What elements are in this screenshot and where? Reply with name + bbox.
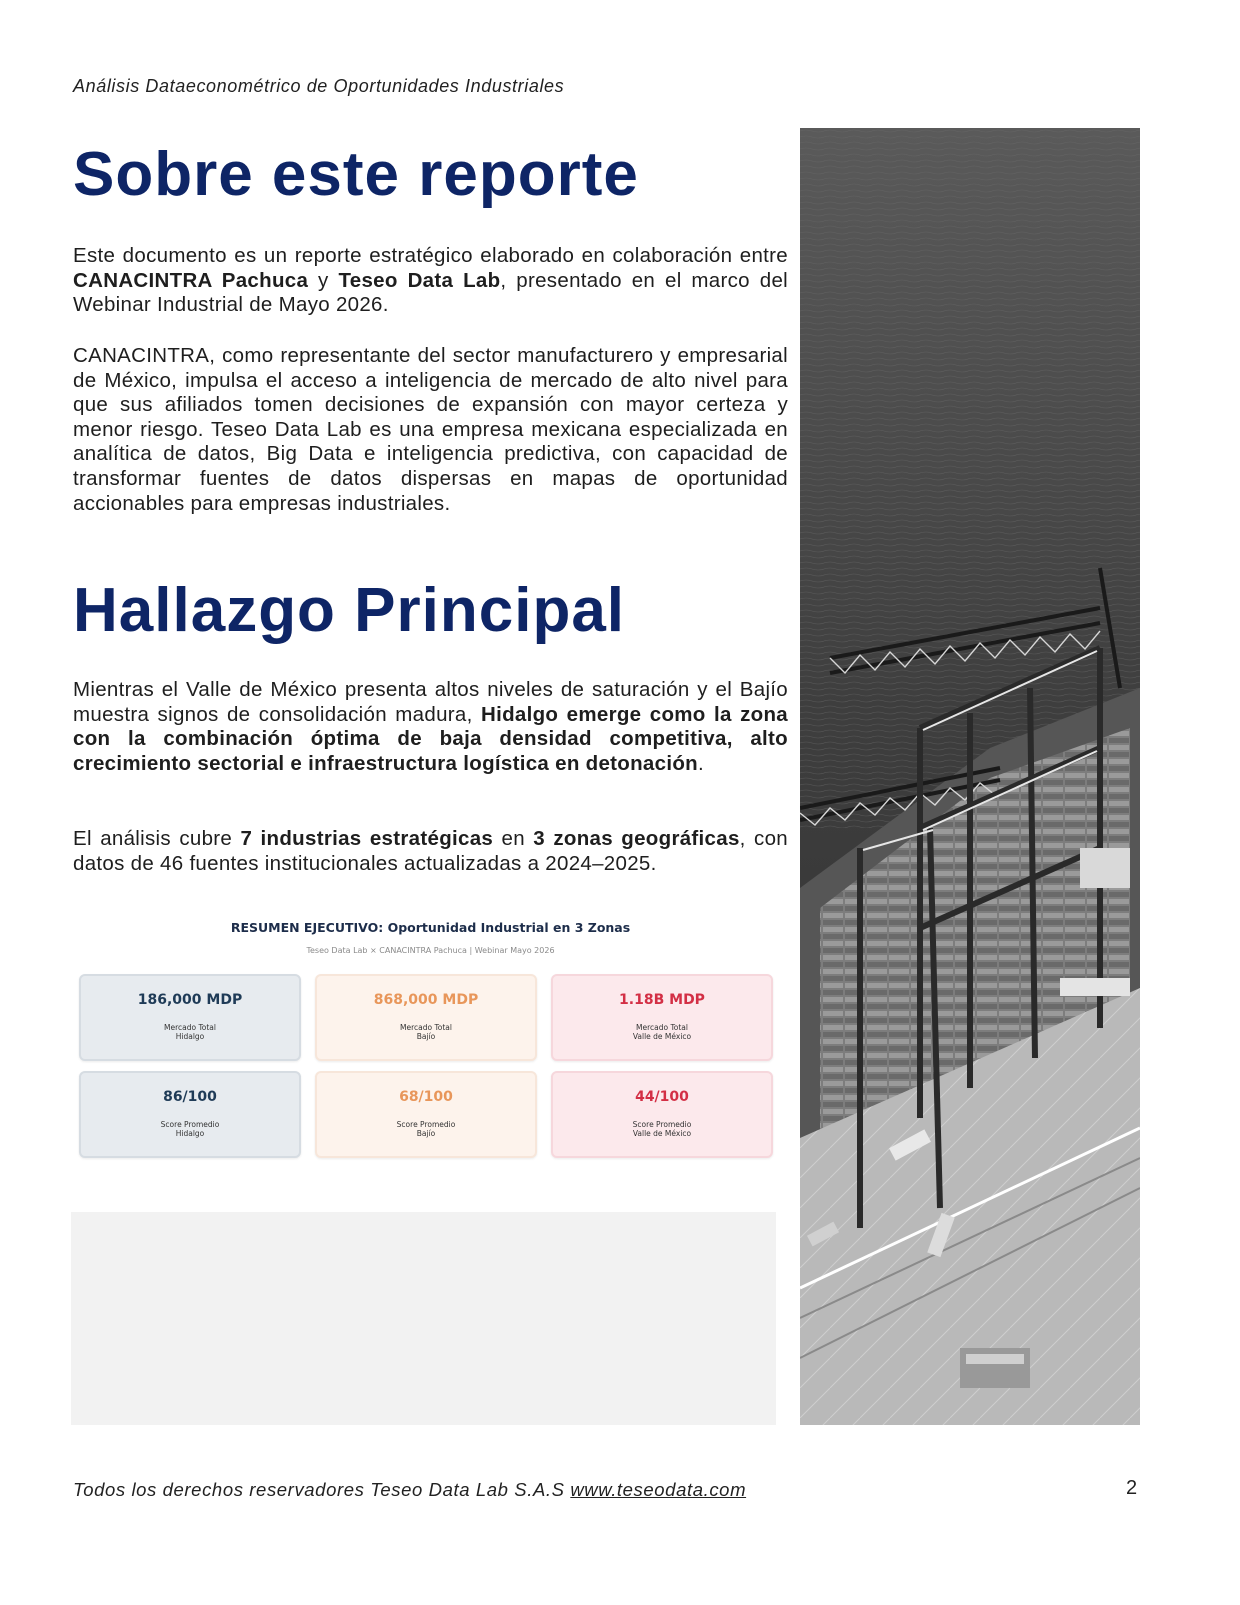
card-value: 868,000 MDP [373,992,479,1008]
page-number: 2 [1126,1477,1138,1499]
section-title-finding: Hallazgo Principal [73,576,626,645]
finding-highlight: Hidalgo emerge como la zona con la combinación óptima de baja densidad competitiva, alto crecimiento sectorial e infraestructura logística en detonación [73,702,788,775]
card-score-bajio [315,1071,537,1158]
footer-rights: Todos los derechos reservadores Teseo Data Lab S.A.S www.teseodata.com [73,1479,747,1500]
card-label: Score Promedio Bajío [396,1120,456,1138]
industries-count: 7 industrias estratégicas [240,827,494,850]
card-market-bajio [315,974,537,1061]
section-title-about: Sobre este reporte [73,140,639,209]
card-value: 68/100 [399,1089,453,1105]
card-value: 44/100 [635,1089,689,1105]
org-name-canacintra: CANACINTRA Pachuca [73,268,309,292]
card-label: Mercado Total Valle de México [632,1023,692,1041]
card-label: Mercado Total Bajío [400,1023,452,1041]
org-name-teseo: Teseo Data Lab [338,268,501,292]
card-value: 86/100 [163,1089,217,1105]
card-value: 186,000 MDP [137,992,243,1008]
card-label: Mercado Total Hidalgo [164,1023,216,1041]
about-paragraph-2: CANACINTRA, como representante del sector manufacturero y empresarial de México, impulsa el acceso a inteligencia de mercado de alto nivel para que sus afiliados tomen decisiones de expansión con mayor certeza y menor riesgo. Teseo Data Lab es una empresa mexicana especializada en analítica de datos, Big Data e inteligencia predictiva, con capacidad de transformar fuentes de datos dispersas en mapas de oportunidad accionables para empresas industriales. [73,344,788,515]
finding-paragraph-1: Mientras el Valle de México presenta altos niveles de saturación y el Bajío muestra signos de consolidación madura, Hidalgo emerge como la zona con la combinación óptima de baja densidad competitiva, alto crecimiento sectorial e infraestructura logística en detonación. [73,678,788,775]
card-market-valle [551,974,773,1061]
finding-paragraph-2: El análisis cubre 7 industrias estratégicas en 3 zonas geográficas, con datos de 46 fuentes institucionales actualizadas a 2024–2025. [73,827,788,875]
executive-summary-figure [73,912,788,1182]
card-label: Score Promedio Valle de México [632,1120,692,1138]
running-header: Análisis Dataeconométrico de Oportunidades Industriales [73,76,565,96]
about-paragraph-1: Este documento es un reporte estratégico elaborado en colaboración entre CANACINTRA Pachuca y Teseo Data Lab, presentado en el marco del Webinar Industrial de Mayo 2026. [73,244,788,317]
port-crane-illustration [800,128,1140,1425]
placeholder-box [71,1212,776,1425]
summary-title: RESUMEN EJECUTIVO: Oportunidad Industrial en 3 Zonas [230,920,631,935]
card-market-hidalgo [79,974,301,1061]
zones-count: 3 zonas geográficas [533,827,740,850]
card-score-valle [551,1071,773,1158]
card-score-hidalgo [79,1071,301,1158]
footer-website-link[interactable]: www.teseodata.com [570,1479,747,1500]
port-crane-photo [800,128,1140,1425]
card-label: Score Promedio Hidalgo [160,1120,220,1138]
summary-subtitle: Teseo Data Lab × CANACINTRA Pachuca | Webinar Mayo 2026 [306,946,555,955]
card-value: 1.18B MDP [619,992,705,1008]
